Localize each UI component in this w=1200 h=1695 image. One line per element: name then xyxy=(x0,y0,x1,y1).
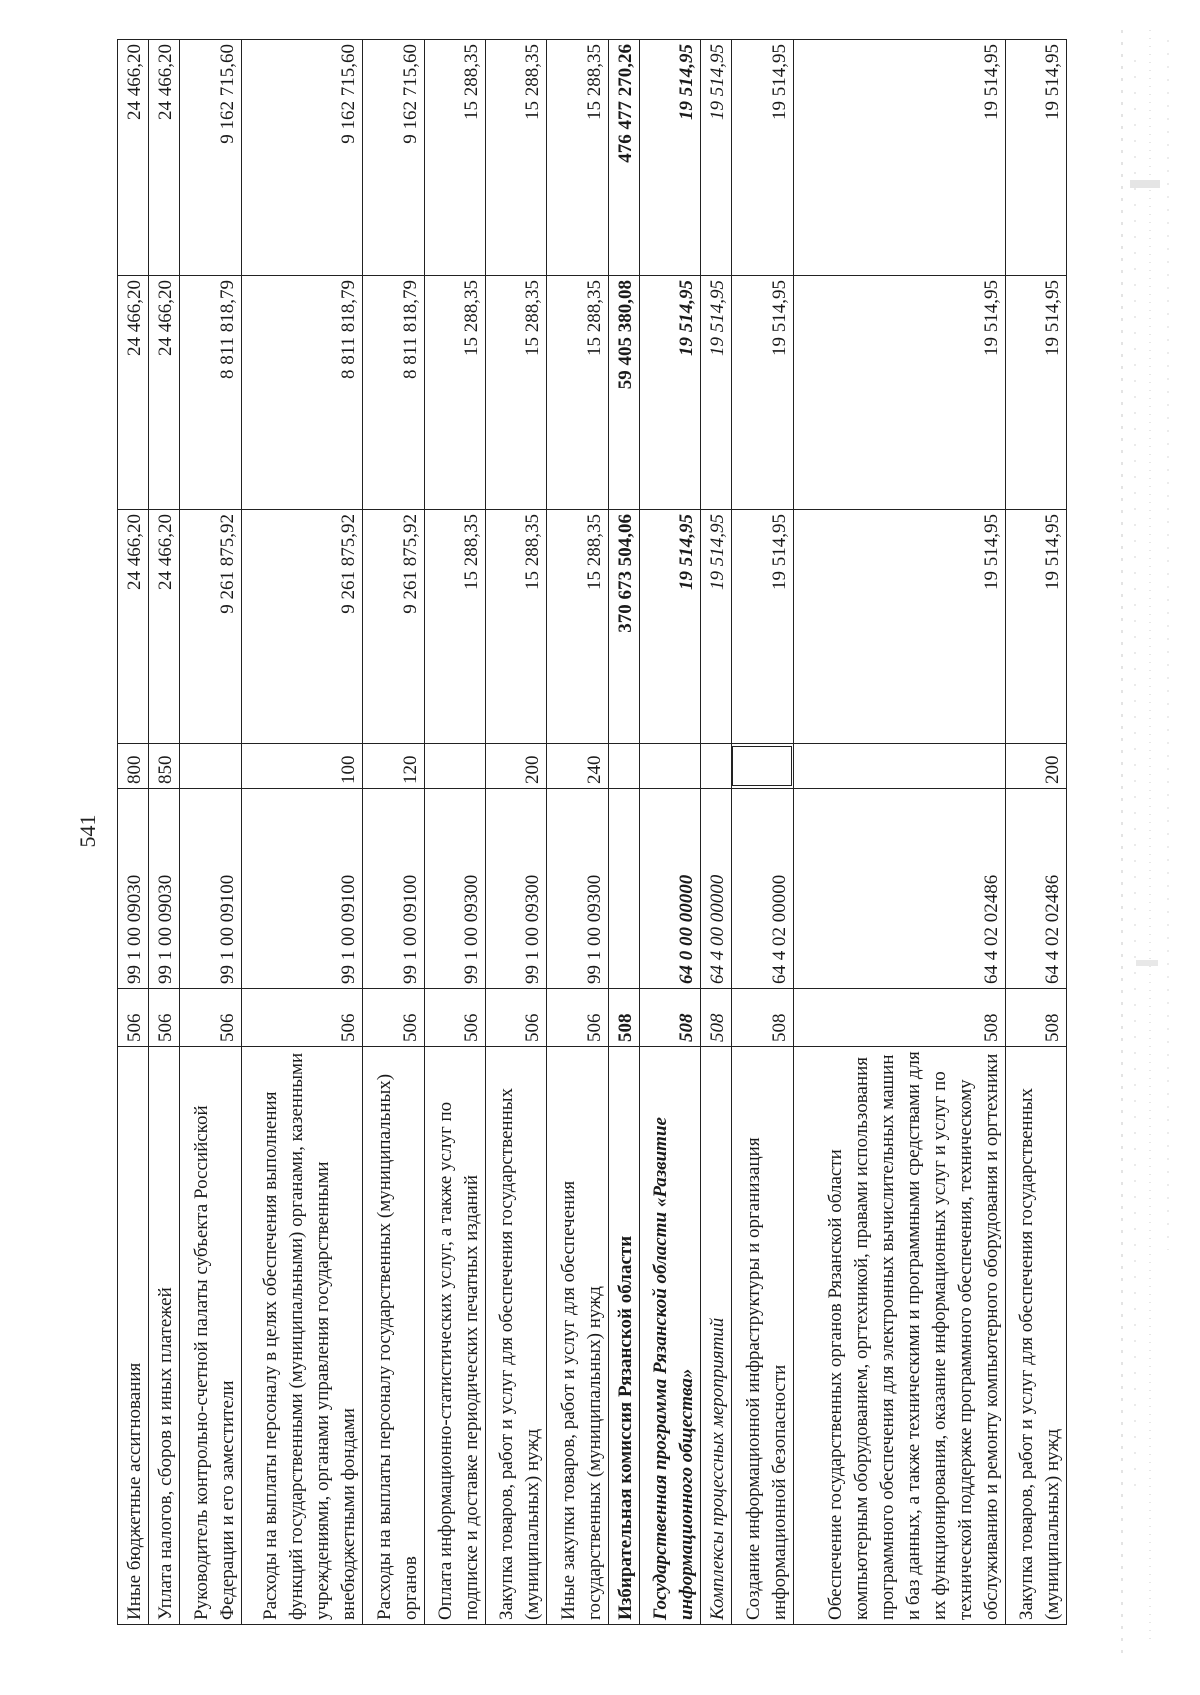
cell-description: Создание информационной инфраструктуры и организация информационной безопасности xyxy=(732,1047,793,1625)
cell-description: Иные бюджетные ассигнования xyxy=(118,1047,149,1625)
table-row xyxy=(118,40,149,1625)
cell-amount-3: 19 514,95 xyxy=(793,40,1005,276)
cell-amount-3: 19 514,95 xyxy=(639,40,700,276)
page-number: 541 xyxy=(75,814,100,848)
cell-expense-type: 100 xyxy=(241,744,363,789)
cell-amount-3: 15 288,35 xyxy=(547,40,608,276)
cell-amount-3: 24 466,20 xyxy=(149,40,180,276)
cell-amount-2: 19 514,95 xyxy=(701,276,732,510)
table-row xyxy=(547,40,608,1625)
cell-department-code: 506 xyxy=(180,989,241,1047)
table-row xyxy=(732,40,793,1625)
cell-department-code: 508 xyxy=(701,989,732,1047)
cell-amount-2: 59 405 380,08 xyxy=(608,276,639,510)
table-row xyxy=(241,40,363,1625)
cell-expense-type: 200 xyxy=(1005,744,1066,789)
cell-description: Оплата информационно-статистических услуг, а также услуг по подписке и доставке периодических печатных изданий xyxy=(424,1047,485,1625)
cell-amount-3: 19 514,95 xyxy=(732,40,793,276)
table-row xyxy=(363,40,424,1625)
cell-department-code: 506 xyxy=(149,989,180,1047)
cell-amount-2: 8 811 818,79 xyxy=(241,276,363,510)
cell-expense-type: 800 xyxy=(118,744,149,789)
cell-target-article: 64 0 00 00000 xyxy=(639,789,700,989)
cell-expense-type xyxy=(424,744,485,789)
table-row xyxy=(424,40,485,1625)
table-row xyxy=(1005,40,1066,1625)
cell-amount-1: 9 261 875,92 xyxy=(363,510,424,744)
cell-amount-3: 24 466,20 xyxy=(118,40,149,276)
cell-department-code: 506 xyxy=(363,989,424,1047)
cell-amount-1: 24 466,20 xyxy=(118,510,149,744)
empty-box xyxy=(732,746,791,786)
cell-expense-type: 120 xyxy=(363,744,424,789)
cell-target-article: 64 4 02 00000 xyxy=(732,789,793,989)
cell-description: Иные закупки товаров, работ и услуг для обеспечения государственных (муниципальных) нужд xyxy=(547,1047,608,1625)
cell-amount-3: 476 477 270,26 xyxy=(608,40,639,276)
cell-department-code: 508 xyxy=(608,989,639,1047)
cell-target-article: 64 4 02 02486 xyxy=(793,789,1005,989)
cell-expense-type xyxy=(180,744,241,789)
cell-amount-2: 15 288,35 xyxy=(485,276,546,510)
table-row xyxy=(793,40,1005,1625)
cell-amount-3: 15 288,35 xyxy=(424,40,485,276)
cell-description: Обеспечение государственных органов Рязанской области компьютерным оборудованием, оргтехникой, правами использования программного обеспечения для электронных вычислительных машин и баз данных, а также техническими и программными средствами для их функционирования, оказание информационных услуг и услуг по технической поддержке программного обеспечения, техническому обслуживанию и ремонту компьютерного оборудования и оргтехники xyxy=(793,1047,1005,1625)
cell-description: Закупка товаров, работ и услуг для обеспечения государственных (муниципальных) нужд xyxy=(485,1047,546,1625)
cell-amount-1: 15 288,35 xyxy=(485,510,546,744)
cell-expense-type: 850 xyxy=(149,744,180,789)
cell-department-code: 506 xyxy=(485,989,546,1047)
cell-amount-3: 19 514,95 xyxy=(1005,40,1066,276)
cell-amount-3: 9 162 715,60 xyxy=(241,40,363,276)
table-row xyxy=(149,40,180,1625)
cell-target-article: 99 1 00 09030 xyxy=(149,789,180,989)
cell-amount-1: 19 514,95 xyxy=(639,510,700,744)
cell-description: Комплексы процессных мероприятий xyxy=(701,1047,732,1625)
cell-expense-type xyxy=(793,744,1005,789)
cell-amount-2: 19 514,95 xyxy=(1005,276,1066,510)
cell-target-article: 99 1 00 09300 xyxy=(547,789,608,989)
cell-amount-2: 24 466,20 xyxy=(149,276,180,510)
cell-amount-1: 370 673 504,06 xyxy=(608,510,639,744)
cell-amount-2: 15 288,35 xyxy=(547,276,608,510)
scan-edge-noise xyxy=(1110,0,1200,1695)
cell-amount-2: 19 514,95 xyxy=(732,276,793,510)
table-row xyxy=(608,40,639,1625)
cell-description: Уплата налогов, сборов и иных платежей xyxy=(149,1047,180,1625)
cell-target-article: 99 1 00 09100 xyxy=(241,789,363,989)
cell-target-article: 99 1 00 09100 xyxy=(363,789,424,989)
cell-amount-2: 24 466,20 xyxy=(118,276,149,510)
cell-amount-3: 15 288,35 xyxy=(485,40,546,276)
budget-table-rotated xyxy=(117,40,1067,1625)
cell-amount-1: 19 514,95 xyxy=(1005,510,1066,744)
cell-target-article: 99 1 00 09300 xyxy=(424,789,485,989)
cell-amount-1: 9 261 875,92 xyxy=(241,510,363,744)
cell-amount-1: 24 466,20 xyxy=(149,510,180,744)
cell-target-article: 99 1 00 09030 xyxy=(118,789,149,989)
cell-expense-type xyxy=(608,744,639,789)
cell-department-code: 506 xyxy=(547,989,608,1047)
cell-amount-3: 9 162 715,60 xyxy=(363,40,424,276)
cell-amount-3: 9 162 715,60 xyxy=(180,40,241,276)
cell-expense-type xyxy=(639,744,700,789)
cell-expense-type xyxy=(701,744,732,789)
cell-description: Избирательная комиссия Рязанской области xyxy=(608,1047,639,1625)
cell-department-code: 508 xyxy=(732,989,793,1047)
cell-amount-1: 19 514,95 xyxy=(732,510,793,744)
cell-department-code: 506 xyxy=(118,989,149,1047)
cell-amount-1: 9 261 875,92 xyxy=(180,510,241,744)
cell-description: Государственная программа Рязанской области «Развитие информационного общества» xyxy=(639,1047,700,1625)
cell-amount-1: 19 514,95 xyxy=(793,510,1005,744)
budget-table xyxy=(117,39,1067,1625)
table-row xyxy=(485,40,546,1625)
cell-amount-1: 15 288,35 xyxy=(547,510,608,744)
cell-amount-2: 8 811 818,79 xyxy=(180,276,241,510)
cell-description: Руководитель контрольно-счетной палаты субъекта Российской Федерации и его заместители xyxy=(180,1047,241,1625)
cell-description: Расходы на выплаты персоналу в целях обеспечения выполнения функций государственными (муниципальными) органами, казенными учреждениями, органами управления государственными внебюджетными фондами xyxy=(241,1047,363,1625)
cell-expense-type xyxy=(732,744,793,789)
cell-department-code: 506 xyxy=(424,989,485,1047)
cell-target-article: 99 1 00 09300 xyxy=(485,789,546,989)
cell-target-article xyxy=(608,789,639,989)
cell-department-code: 508 xyxy=(639,989,700,1047)
cell-description: Закупка товаров, работ и услуг для обеспечения государственных (муниципальных) нужд xyxy=(1005,1047,1066,1625)
cell-department-code: 508 xyxy=(1005,989,1066,1047)
cell-amount-1: 19 514,95 xyxy=(701,510,732,744)
cell-expense-type: 240 xyxy=(547,744,608,789)
cell-target-article: 64 4 02 02486 xyxy=(1005,789,1066,989)
cell-department-code: 508 xyxy=(793,989,1005,1047)
table-row xyxy=(180,40,241,1625)
cell-target-article: 99 1 00 09100 xyxy=(180,789,241,989)
cell-target-article: 64 4 00 00000 xyxy=(701,789,732,989)
cell-amount-2: 19 514,95 xyxy=(793,276,1005,510)
cell-amount-1: 15 288,35 xyxy=(424,510,485,744)
cell-amount-3: 19 514,95 xyxy=(701,40,732,276)
cell-department-code: 506 xyxy=(241,989,363,1047)
cell-description: Расходы на выплаты персоналу государственных (муниципальных) органов xyxy=(363,1047,424,1625)
cell-amount-2: 8 811 818,79 xyxy=(363,276,424,510)
table-row xyxy=(701,40,732,1625)
cell-amount-2: 19 514,95 xyxy=(639,276,700,510)
table-row xyxy=(639,40,700,1625)
cell-expense-type: 200 xyxy=(485,744,546,789)
budget-table-body xyxy=(118,40,1067,1625)
cell-amount-2: 15 288,35 xyxy=(424,276,485,510)
